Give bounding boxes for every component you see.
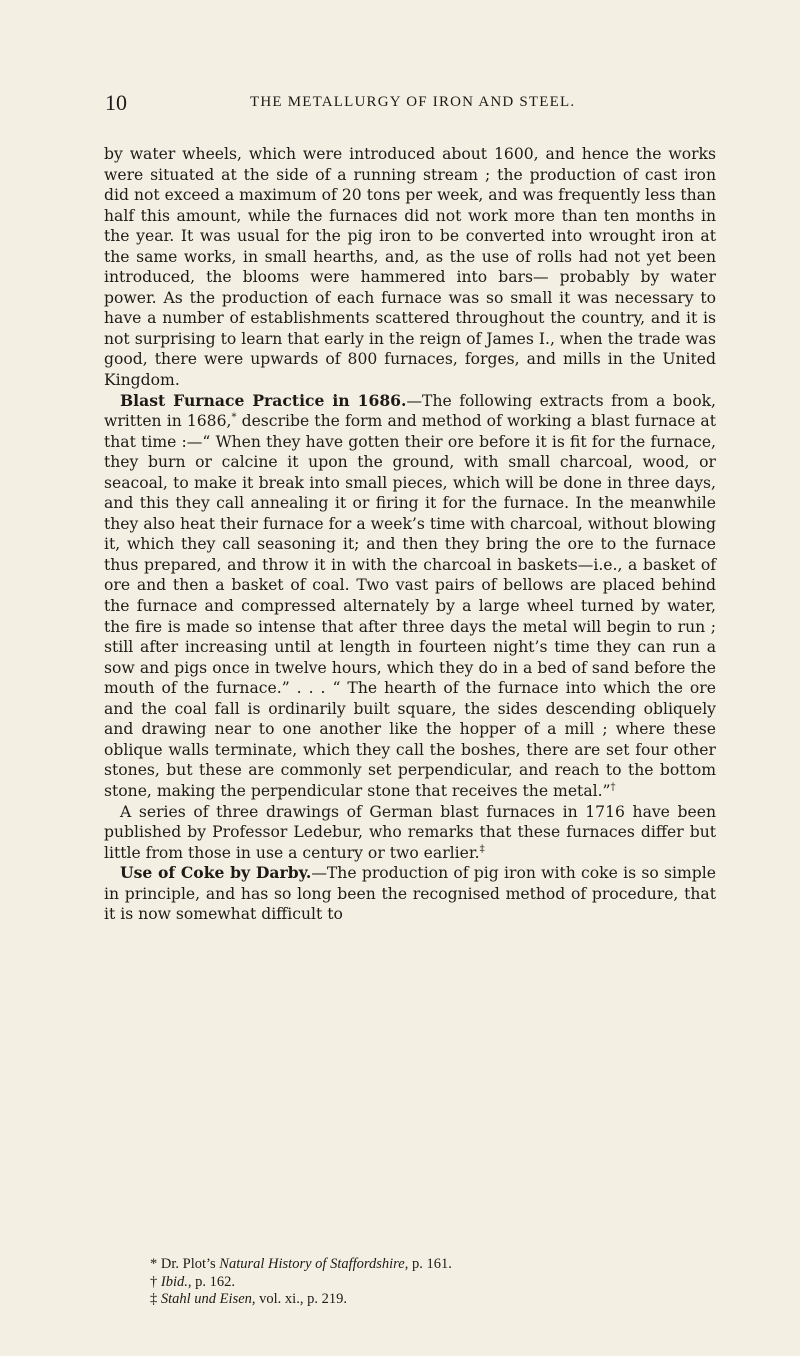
- footnote-reference: ‡: [479, 843, 485, 855]
- section-heading: Blast Furnace Practice in 1686.: [120, 390, 407, 410]
- footnote-rest: , p. 162.: [187, 1273, 235, 1290]
- footnote: [150, 1256, 710, 1274]
- paragraph: [104, 802, 716, 864]
- paragraph-text: —The following extracts from a book, written in 1686,: [104, 391, 716, 431]
- paragraph: [104, 144, 716, 391]
- footnotes: [150, 1256, 710, 1309]
- paragraph-text: —The production of pig iron with coke is so simple in principle, and has so long been the recognised method of procedure, that it is now somewhat difficult to: [104, 864, 716, 924]
- paragraph-text: describe the form and method of working a blast furnace at that time :—“ When they have gotten their ore before it is fit for the furnace, they burn or calcine it upon the ground, with small charcoal, wood, or seacoal, to make it break into small pieces, which will be done in three days, and this they call annealing it or firing it for the furnace. In the meanwhile they also heat their furnace for a week’s time with charcoal, without blowing it, which they call seasoning it; and then they bring the ore to the furnace thus prepared, and throw it in with the charcoal in baskets—i.e., a basket of ore and then a basket of coal. Two vast pairs of bellows are placed behind the furnace and compressed alternately by a large wheel turned by water, the fire is made so intense that after three days the metal will begin to run ; still after increasing until at length in fourteen night’s time they can run a sow and pigs once in twelve hours, which they do in a bed of sand before the mouth of the furnace.” . . . “ The hearth of the furnace into which the ore and the coal fall is ordinarily built square, the sides descending obliquely and drawing near to one another like the hopper of a mill ; where these oblique walls terminate, which they call the boshes, there are set four other stones, but these are commonly set perpendicular, and reach to the bottom stone, making the perpendicular stone that receives the metal.”: [104, 412, 716, 800]
- paragraph: [104, 863, 716, 925]
- footnote-mark: * Dr. Plot’s: [150, 1256, 220, 1272]
- footnote-reference: *: [231, 411, 237, 423]
- paragraph-text: A series of three drawings of German blast furnaces in 1716 have been published by Professor Ledebur, who remarks that these furnaces differ but little from those in use a century or two earlier.: [104, 802, 716, 862]
- footnote-title: Natural History of Staffordshire: [219, 1256, 405, 1272]
- footnote-rest: , p. 161.: [404, 1256, 452, 1272]
- paragraph: [104, 391, 716, 802]
- footnote-mark: †: [150, 1273, 161, 1290]
- page-number: 10: [105, 90, 127, 115]
- footnote: [150, 1291, 710, 1309]
- footnote-reference: †: [610, 781, 616, 793]
- running-title: THE METALLURGY OF IRON AND STEEL.: [250, 94, 576, 110]
- footnote-rest: , vol. xi., p. 219.: [251, 1291, 347, 1307]
- paragraph-text: by water wheels, which were introduced about 1600, and hence the works were situated at the side of a running stream ; the production of cast iron did not exceed a maximum of 20 tons per week, and was frequently less than half this amount, while the furnaces did not work more than ten months in the year. It was usual for the pig iron to be converted into wrought iron at the same works, in small hearths, and, as the use of rolls had not yet been introduced, the blooms were hammered into bars— probably by water power. As the production of each furnace was so small it was necessary to have a number of establishments scattered throughout the country, and it is not surprising to learn that early in the reign of James I., when the trade was good, there were upwards of 800 furnaces, forges, and mills in the United Kingdom.: [104, 145, 716, 390]
- footnote-title: Ibid.: [160, 1273, 188, 1290]
- body-text: [104, 144, 716, 925]
- footnote: [150, 1274, 710, 1292]
- footnote-mark: ‡: [150, 1291, 161, 1307]
- section-heading: Use of Coke by Darby.: [120, 863, 312, 883]
- footnote-title: Stahl und Eisen: [160, 1291, 252, 1307]
